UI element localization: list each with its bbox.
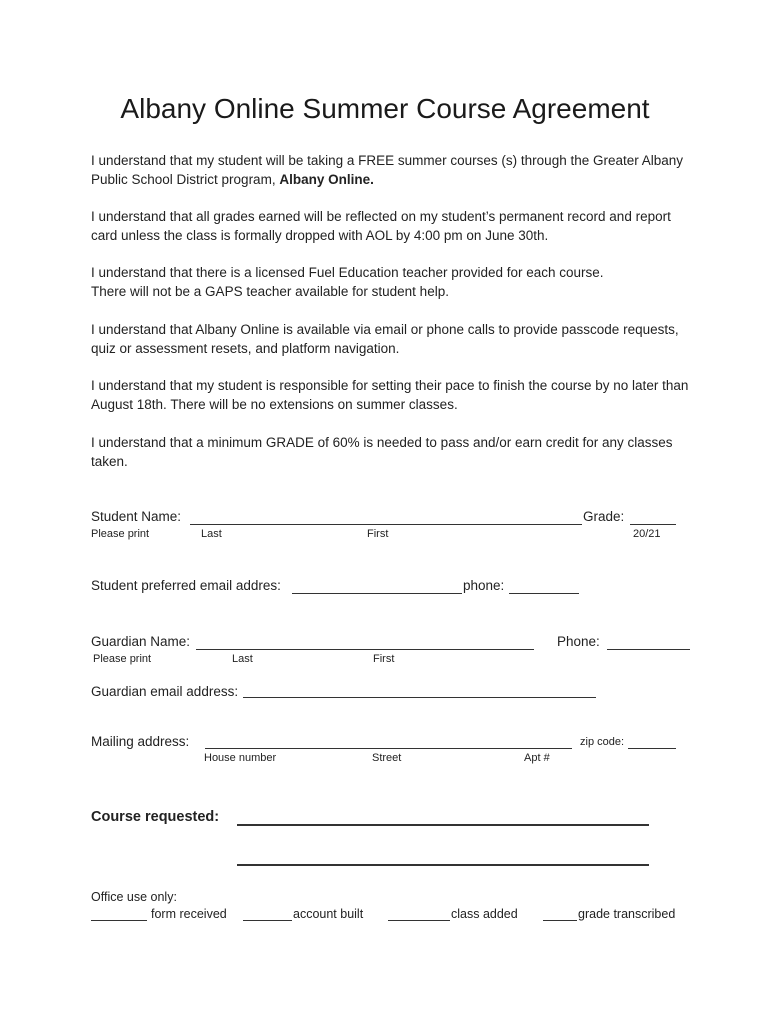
mailing-address-label: Mailing address: [91, 734, 190, 749]
student-first-caption: First [367, 528, 389, 540]
course-requested-field-1[interactable] [237, 824, 649, 826]
student-email-field[interactable] [292, 593, 462, 594]
course-requested-label: Course requested: [91, 809, 220, 825]
zip-code-field[interactable] [628, 748, 676, 749]
guardian-email-field[interactable] [243, 697, 596, 698]
house-number-caption: House number [204, 752, 277, 764]
grade-year-caption: 20/21 [633, 528, 661, 540]
program-name: Albany Online. [279, 172, 374, 187]
form-received-field[interactable] [91, 920, 147, 921]
student-name-field[interactable] [190, 524, 582, 525]
account-built-label: account built [293, 907, 364, 921]
paragraph-teacher: I understand that there is a licensed Fuel Education teacher provided for each course. There will not be a GAPS teacher available for student help. [91, 265, 604, 299]
course-requested-field-2[interactable] [237, 864, 649, 866]
grade-transcribed-field[interactable] [543, 920, 577, 921]
student-email-label: Student preferred email addres: [91, 578, 281, 593]
guardian-first-caption: First [373, 653, 395, 665]
student-please-print: Please print [91, 528, 150, 540]
guardian-phone-label: Phone: [557, 634, 600, 649]
student-phone-label: phone: [463, 578, 505, 593]
apt-caption: Apt # [524, 752, 550, 764]
grade-field[interactable] [630, 524, 676, 525]
zip-code-label: zip code: [580, 736, 625, 748]
paragraph-free-courses: I understand that my student will be taking a FREE summer courses (s) through the Greater Albany Public School District program, Albany Online. [91, 153, 684, 187]
paragraph-grades: I understand that all grades earned will be reflected on my student’s permanent record and report card unless the class is formally dropped with AOL by 4:00 pm on June 30th. [91, 209, 671, 243]
class-added-label: class added [451, 907, 518, 921]
guardian-email-label: Guardian email address: [91, 684, 239, 699]
grade-label: Grade: [583, 509, 625, 524]
guardian-please-print: Please print [93, 653, 152, 665]
guardian-last-caption: Last [232, 653, 253, 665]
student-phone-field[interactable] [509, 593, 579, 594]
guardian-phone-field[interactable] [607, 649, 690, 650]
paragraph-minimum-grade: I understand that a minimum GRADE of 60% is needed to pass and/or earn credit for any classes taken. [91, 435, 673, 469]
student-name-label: Student Name: [91, 509, 182, 524]
document-title: Albany Online Summer Course Agreement [120, 93, 650, 124]
form-received-label: form received [151, 907, 227, 921]
account-built-field[interactable] [243, 920, 292, 921]
paragraph-support: I understand that Albany Online is available via email or phone calls to provide passcode requests, quiz or assessment resets, and platform navigation. [91, 322, 679, 356]
guardian-name-field[interactable] [196, 649, 534, 650]
office-use-label: Office use only: [91, 890, 177, 904]
student-last-caption: Last [201, 528, 222, 540]
class-added-field[interactable] [388, 920, 450, 921]
grade-transcribed-label: grade transcribed [578, 907, 676, 921]
street-caption: Street [372, 752, 402, 764]
guardian-name-label: Guardian Name: [91, 634, 191, 649]
paragraph-pace: I understand that my student is responsible for setting their pace to finish the course by no later than August 18th. There will be no extensions on summer classes. [91, 378, 689, 412]
mailing-address-field[interactable] [205, 748, 572, 749]
